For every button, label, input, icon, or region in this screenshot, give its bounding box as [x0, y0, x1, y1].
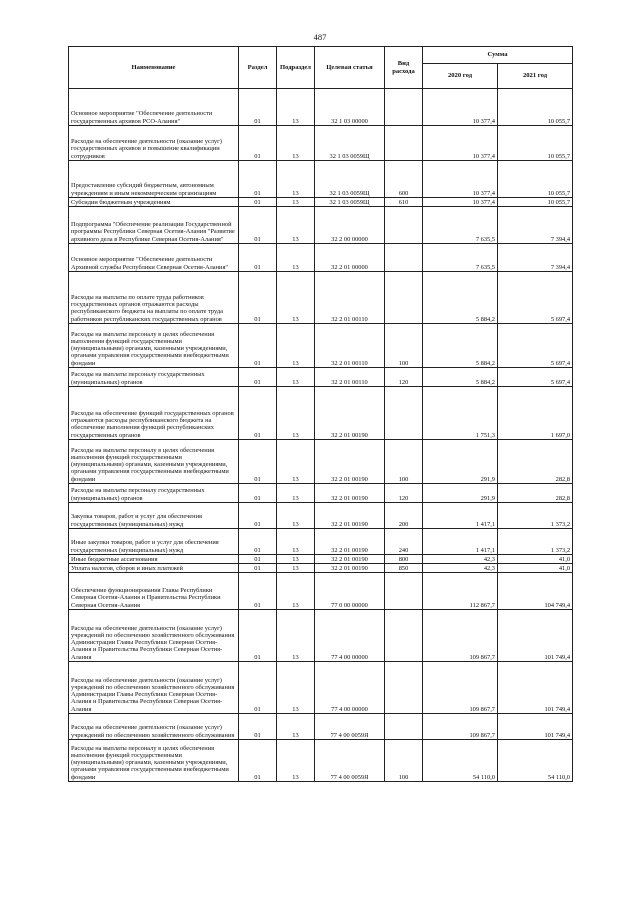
table-row — [69, 564, 573, 573]
row-sum-2020: 109 867,7 — [423, 662, 498, 714]
table-row — [69, 573, 573, 610]
row-celevaya-statya: 77 4 00 0059Я — [315, 740, 385, 782]
row-celevaya-statya: 32 1 03 0059Щ — [315, 126, 385, 161]
row-name: Предоставление субсидий бюджетным, автономным учреждениям и иным некоммерческим организациям — [69, 161, 239, 198]
header-name: Наименование — [69, 47, 239, 89]
table-row — [69, 89, 573, 126]
row-sum-2020: 1 751,3 — [423, 387, 498, 440]
row-razdel: 01 — [239, 324, 277, 368]
row-vid-rashoda — [385, 387, 423, 440]
row-razdel: 01 — [239, 529, 277, 555]
row-name: Иные бюджетные ассигнования — [69, 555, 239, 564]
row-name: Иные закупки товаров, работ и услуг для обеспечения государственных (муниципальных) нужд — [69, 529, 239, 555]
row-celevaya-statya: 32 2 01 00110 — [315, 368, 385, 387]
row-podrazdel: 13 — [277, 324, 315, 368]
row-name: Расходы на выплаты персоналу государственных (муниципальных) органов — [69, 368, 239, 387]
header-celevaya-statya: Целевая статья — [315, 47, 385, 89]
row-celevaya-statya: 77 4 00 00000 — [315, 610, 385, 662]
row-razdel: 01 — [239, 714, 277, 740]
row-razdel: 01 — [239, 387, 277, 440]
row-sum-2021: 7 394,4 — [498, 207, 573, 244]
table-row — [69, 440, 573, 484]
row-name: Обеспечение функционирования Главы Республики Северная Осетия-Алания и Правительства Республики Северная Осетия-Алания — [69, 573, 239, 610]
row-sum-2020: 291,9 — [423, 440, 498, 484]
header-razdel: Раздел — [239, 47, 277, 89]
table-row — [69, 324, 573, 368]
row-razdel: 01 — [239, 272, 277, 324]
table-row — [69, 244, 573, 272]
row-sum-2020: 1 417,1 — [423, 529, 498, 555]
row-celevaya-statya: 32 2 01 00190 — [315, 387, 385, 440]
row-celevaya-statya: 32 1 03 0059Щ — [315, 198, 385, 207]
row-podrazdel: 13 — [277, 740, 315, 782]
row-celevaya-statya: 77 4 00 0059Я — [315, 714, 385, 740]
row-celevaya-statya: 32 2 01 00110 — [315, 324, 385, 368]
row-vid-rashoda: 100 — [385, 740, 423, 782]
row-sum-2020: 10 377,4 — [423, 89, 498, 126]
row-sum-2021: 10 055,7 — [498, 198, 573, 207]
table-row — [69, 207, 573, 244]
row-podrazdel: 13 — [277, 244, 315, 272]
table-row — [69, 126, 573, 161]
row-podrazdel: 13 — [277, 126, 315, 161]
row-name: Расходы на выплаты по оплате труда работников государственных органов отражаются расходы республиканского бюджета на выплаты по оплате труда работников республиканских государственных органов — [69, 272, 239, 324]
row-celevaya-statya: 32 2 01 00110 — [315, 272, 385, 324]
row-sum-2021: 282,8 — [498, 440, 573, 484]
row-sum-2021: 10 055,7 — [498, 89, 573, 126]
row-sum-2021: 54 110,0 — [498, 740, 573, 782]
row-vid-rashoda — [385, 573, 423, 610]
row-podrazdel: 13 — [277, 161, 315, 198]
row-sum-2021: 5 697,4 — [498, 324, 573, 368]
row-sum-2020: 42,3 — [423, 555, 498, 564]
row-vid-rashoda — [385, 662, 423, 714]
row-name: Расходы на выплаты персоналу государственных (муниципальных) органов — [69, 484, 239, 503]
row-sum-2020: 1 417,1 — [423, 503, 498, 529]
row-razdel: 01 — [239, 610, 277, 662]
row-celevaya-statya: 32 1 03 0059Щ — [315, 161, 385, 198]
row-sum-2020: 7 635,5 — [423, 207, 498, 244]
row-sum-2021: 5 697,4 — [498, 272, 573, 324]
row-celevaya-statya: 32 2 01 00190 — [315, 555, 385, 564]
row-celevaya-statya: 32 2 01 00190 — [315, 484, 385, 503]
row-podrazdel: 13 — [277, 564, 315, 573]
row-celevaya-statya: 32 2 01 00190 — [315, 440, 385, 484]
row-razdel: 01 — [239, 662, 277, 714]
row-podrazdel: 13 — [277, 368, 315, 387]
table-row — [69, 387, 573, 440]
header-summa: Сумма — [423, 47, 573, 64]
table-header — [69, 47, 573, 89]
row-podrazdel: 13 — [277, 529, 315, 555]
header-podrazdel: Подраздел — [277, 47, 315, 89]
row-sum-2020: 54 110,0 — [423, 740, 498, 782]
row-sum-2021: 282,8 — [498, 484, 573, 503]
row-vid-rashoda — [385, 126, 423, 161]
row-vid-rashoda: 850 — [385, 564, 423, 573]
row-razdel: 01 — [239, 198, 277, 207]
row-sum-2021: 41,0 — [498, 555, 573, 564]
row-razdel: 01 — [239, 440, 277, 484]
header-year-2020: 2020 год — [423, 64, 498, 89]
row-name: Уплата налогов, сборов и иных платежей — [69, 564, 239, 573]
row-podrazdel: 13 — [277, 555, 315, 564]
table-row — [69, 503, 573, 529]
row-razdel: 01 — [239, 89, 277, 126]
row-vid-rashoda — [385, 272, 423, 324]
row-celevaya-statya: 32 2 00 00000 — [315, 207, 385, 244]
row-podrazdel: 13 — [277, 714, 315, 740]
row-podrazdel: 13 — [277, 503, 315, 529]
budget-table — [68, 46, 573, 782]
table-row — [69, 610, 573, 662]
row-podrazdel: 13 — [277, 484, 315, 503]
row-razdel: 01 — [239, 564, 277, 573]
row-podrazdel: 13 — [277, 198, 315, 207]
row-podrazdel: 13 — [277, 387, 315, 440]
row-sum-2020: 10 377,4 — [423, 161, 498, 198]
row-razdel: 01 — [239, 740, 277, 782]
row-sum-2021: 5 697,4 — [498, 368, 573, 387]
row-name: Основное мероприятие "Обеспечение деятельности Архивной службы Республики Северная Осетия-Алания" — [69, 244, 239, 272]
row-podrazdel: 13 — [277, 610, 315, 662]
row-vid-rashoda: 600 — [385, 161, 423, 198]
row-vid-rashoda — [385, 714, 423, 740]
row-razdel: 01 — [239, 244, 277, 272]
row-podrazdel: 13 — [277, 662, 315, 714]
row-sum-2021: 10 055,7 — [498, 161, 573, 198]
row-vid-rashoda: 200 — [385, 503, 423, 529]
row-celevaya-statya: 32 2 01 00000 — [315, 244, 385, 272]
page-number: 487 — [313, 32, 327, 42]
table-row — [69, 529, 573, 555]
row-razdel: 01 — [239, 555, 277, 564]
row-celevaya-statya: 77 4 00 00000 — [315, 662, 385, 714]
row-sum-2021: 104 749,4 — [498, 573, 573, 610]
row-vid-rashoda: 100 — [385, 324, 423, 368]
row-name: Расходы на обеспечение деятельности (оказание услуг) учреждений по обеспечению хозяйственного обслуживания — [69, 714, 239, 740]
row-vid-rashoda: 800 — [385, 555, 423, 564]
row-sum-2020: 10 377,4 — [423, 126, 498, 161]
table-row — [69, 161, 573, 198]
row-sum-2020: 109 867,7 — [423, 610, 498, 662]
row-sum-2021: 101 749,4 — [498, 610, 573, 662]
row-vid-rashoda — [385, 610, 423, 662]
row-podrazdel: 13 — [277, 573, 315, 610]
row-sum-2021: 1 373,2 — [498, 529, 573, 555]
row-vid-rashoda: 240 — [385, 529, 423, 555]
table-row — [69, 740, 573, 782]
row-podrazdel: 13 — [277, 207, 315, 244]
row-vid-rashoda: 610 — [385, 198, 423, 207]
row-podrazdel: 13 — [277, 272, 315, 324]
row-razdel: 01 — [239, 161, 277, 198]
table-row — [69, 368, 573, 387]
row-sum-2020: 112 867,7 — [423, 573, 498, 610]
row-celevaya-statya: 32 2 01 00190 — [315, 503, 385, 529]
table-row — [69, 555, 573, 564]
row-name: Расходы на выплаты персоналу в целях обеспечения выполнения функций государственными (муниципальными) органами, казенными учреждениями, органами управления государственными внебюджетными фондами — [69, 324, 239, 368]
table-body — [69, 89, 573, 782]
row-sum-2021: 10 055,7 — [498, 126, 573, 161]
table-row — [69, 662, 573, 714]
table-row — [69, 272, 573, 324]
row-vid-rashoda — [385, 89, 423, 126]
row-celevaya-statya: 77 0 00 00000 — [315, 573, 385, 610]
row-razdel: 01 — [239, 368, 277, 387]
row-vid-rashoda — [385, 244, 423, 272]
table-row — [69, 714, 573, 740]
table-row — [69, 198, 573, 207]
row-sum-2021: 7 394,4 — [498, 244, 573, 272]
row-sum-2020: 10 377,4 — [423, 198, 498, 207]
row-sum-2020: 5 884,2 — [423, 368, 498, 387]
row-podrazdel: 13 — [277, 440, 315, 484]
row-sum-2020: 5 884,2 — [423, 324, 498, 368]
row-razdel: 01 — [239, 503, 277, 529]
row-name: Расходы на обеспечение функций государственных органов отражаются расходы республиканского бюджета на обеспечение выполнения функций республиканских государственных органов — [69, 387, 239, 440]
row-sum-2020: 291,9 — [423, 484, 498, 503]
row-sum-2020: 42,3 — [423, 564, 498, 573]
row-name: Субсидии бюджетным учреждениям — [69, 198, 239, 207]
row-razdel: 01 — [239, 207, 277, 244]
row-sum-2021: 1 373,2 — [498, 503, 573, 529]
row-celevaya-statya: 32 1 03 00000 — [315, 89, 385, 126]
row-podrazdel: 13 — [277, 89, 315, 126]
row-sum-2020: 7 635,5 — [423, 244, 498, 272]
row-razdel: 01 — [239, 484, 277, 503]
row-vid-rashoda: 100 — [385, 440, 423, 484]
row-celevaya-statya: 32 2 01 00190 — [315, 564, 385, 573]
row-name: Расходы на обеспечение деятельности (оказание услуг) учреждений по обеспечению хозяйственного обслуживания Администрации Главы Республики Северная Осетия-Алания и Правительства Республики Северная Осетия-Алания — [69, 662, 239, 714]
row-name: Расходы на выплаты персоналу в целях обеспечения выполнения функций государственными (муниципальными) органами, казенными учреждениями, органами управления государственными внебюджетными фондами — [69, 740, 239, 782]
header-year-2021: 2021 год — [498, 64, 573, 89]
row-name: Расходы на обеспечение деятельности (оказание услуг) государственных архивов и повышение квалификации сотрудников — [69, 126, 239, 161]
row-sum-2021: 101 749,4 — [498, 662, 573, 714]
header-vid-rashoda: Вид расхода — [385, 47, 423, 89]
row-razdel: 01 — [239, 126, 277, 161]
row-celevaya-statya: 32 2 01 00190 — [315, 529, 385, 555]
row-name: Закупка товаров, работ и услуг для обеспечения государственных (муниципальных) нужд — [69, 503, 239, 529]
row-sum-2020: 109 867,7 — [423, 714, 498, 740]
row-sum-2021: 41,0 — [498, 564, 573, 573]
row-vid-rashoda: 120 — [385, 368, 423, 387]
row-name: Подпрограмма "Обеспечение реализации Государственной программы Республики Северная Осетия-Алания "Развитие архивного дела в Республике Северная Осетия-Алания" — [69, 207, 239, 244]
row-vid-rashoda: 120 — [385, 484, 423, 503]
row-name: Расходы на выплаты персоналу в целях обеспечения выполнения функций государственными (муниципальными) органами, казенными учреждениями, органами управления государственными внебюджетными фондами — [69, 440, 239, 484]
row-name: Основное мероприятие "Обеспечение деятельности государственных архивов РСО-Алания" — [69, 89, 239, 126]
row-razdel: 01 — [239, 573, 277, 610]
row-sum-2021: 1 697,0 — [498, 387, 573, 440]
row-sum-2021: 101 749,4 — [498, 714, 573, 740]
row-sum-2020: 5 884,2 — [423, 272, 498, 324]
row-vid-rashoda — [385, 207, 423, 244]
row-name: Расходы на обеспечение деятельности (оказание услуг) учреждений по обеспечению хозяйственного обслуживания Администрации Главы Республики Северная Осетия-Алания и Правительства Республики Северная Осетия-Алания — [69, 610, 239, 662]
table-row — [69, 484, 573, 503]
